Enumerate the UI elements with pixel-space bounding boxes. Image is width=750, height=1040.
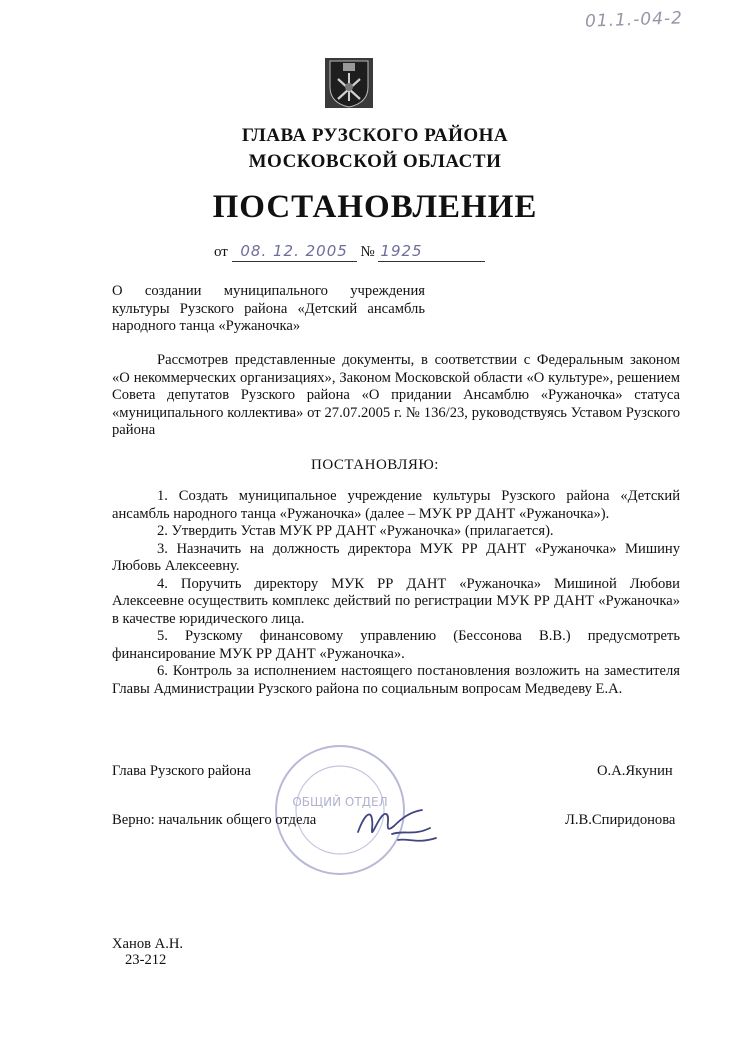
preamble-text: Рассмотрев представленные документы, в соответствии с Федеральным законом «О некоммерческих организациях», Законом Московской области «О культуре», решением Совета депутатов Рузского района «О придании Ансамблю «Ружаночка» статуса «муниципального коллектива» от 27.07.2005 г. № 136/23, руководствуясь Уставом Рузского района [112,352,680,438]
authority-line-1: ГЛАВА РУЗСКОГО РАЙОНА [241,125,509,146]
date-number-line [214,242,485,262]
number-value: 1925 [380,242,423,260]
resolve-heading: ПОСТАНОВЛЯЮ: [311,457,439,473]
coat-of-arms-icon [324,57,374,109]
handwritten-code: 01.1.-04-2 [584,8,684,32]
resolution-item: 2. Утвердить Устав МУК РР ДАНТ «Ружаночка» (прилагается). [157,523,554,539]
resolution-item: 4. Поручить директору МУК РР ДАНТ «Ружаночка» Мишиной Любови Алексеевне осуществить комплекс действий по регистрации МУК РР ДАНТ «Ружаночка» в качестве юридического лица. [112,575,680,627]
resolution-item: 5. Рузскому финансовому управлению (Бессонова В.В.) предусмотреть финансирование МУК РР ДАНТ «Ружаночка». [112,628,680,662]
head-signature-title: Глава Рузского района [112,763,251,779]
subject-heading: О создании муниципального учреждения культуры Рузского района «Детский ансамбль народного танца «Ружаночка» [112,283,425,334]
preamble [112,352,680,440]
executor-name: Ханов А.Н. [112,936,184,952]
date-label: от [214,244,228,260]
stamp-text: ОБЩИЙ ОТДЕЛ [292,795,388,809]
executor-phone: 23-212 [125,952,167,968]
resolution-items [112,488,680,698]
verified-signature-name: Л.В.Спиридонова [565,812,676,828]
number-field [378,242,485,262]
date-field [232,242,357,262]
page-title: ПОСТАНОВЛЕНИЕ [212,189,538,225]
authority-line-2: МОСКОВСКОЙ ОБЛАСТИ [248,151,502,172]
resolution-item: 1. Создать муниципальное учреждение культуры Рузского района «Детский ансамбль народного танца «Ружаночка» (далее – МУК РР ДАНТ «Ружаночка»). [112,488,680,522]
date-value: 08. 12. 2005 [240,242,348,260]
resolution-item: 6. Контроль за исполнением настоящего постановления возложить на заместителя Главы Администрации Рузского района по социальным вопросам Медведеву Е.А. [112,663,680,697]
resolution-item: 3. Назначить на должность директора МУК РР ДАНТ «Ружаночка» Мишину Любовь Алексеевну. [112,540,680,574]
number-label: № [360,244,375,260]
head-signature-name: О.А.Якунин [597,763,673,779]
verified-signature-title: Верно: начальник общего отдела [112,812,317,828]
handwritten-signature-icon [352,800,442,850]
